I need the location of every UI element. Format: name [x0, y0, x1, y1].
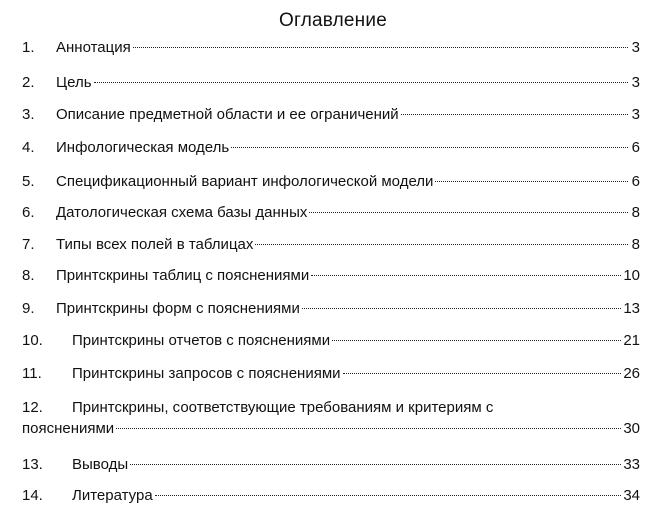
toc-entry-label: Принтскрины, соответствующие требованиям и критериям с [72, 399, 494, 416]
toc-entry-label: Спецификационный вариант инфологической модели [56, 173, 434, 190]
toc-entry-page: 26 [623, 365, 640, 382]
toc-entry-5[interactable] [22, 172, 640, 191]
toc-entry-2[interactable] [22, 73, 640, 92]
toc-entry-page: 21 [623, 332, 640, 349]
dot-leader [116, 428, 621, 429]
toc-entry-label: Описание предметной области и ее ограничений [56, 106, 399, 123]
toc-entry-12[interactable] [22, 398, 640, 438]
toc-entry-page: 3 [631, 39, 640, 56]
dot-leader [155, 495, 622, 496]
dot-leader [332, 340, 621, 341]
toc-entry-number: 10. [22, 332, 43, 349]
dot-leader [302, 308, 621, 309]
toc-entry-10[interactable] [22, 331, 640, 350]
toc-entry-number: 12. [22, 399, 43, 416]
toc-entry-8[interactable] [22, 266, 640, 285]
toc-entry-label: Инфологическая модель [56, 139, 230, 156]
toc-entry-page: 8 [631, 236, 640, 253]
toc-entry-label: Принтскрины запросов с пояснениями [72, 365, 341, 382]
toc-entry-3[interactable] [22, 105, 640, 124]
toc-entry-number: 8. [22, 267, 35, 284]
toc-entry-number: 3. [22, 106, 35, 123]
dot-leader [343, 373, 622, 374]
dot-leader [435, 181, 628, 182]
toc-entry-number: 7. [22, 236, 35, 253]
toc-entry-label: Принтскрины форм с пояснениями [56, 300, 300, 317]
dot-leader [309, 212, 628, 213]
toc-entry-number: 14. [22, 487, 43, 504]
toc-entry-label-continuation: пояснениями [22, 420, 115, 437]
toc-entry-number: 4. [22, 139, 35, 156]
toc-entry-label: Выводы [72, 456, 129, 473]
dot-leader [133, 47, 628, 48]
toc-title: Оглавление [279, 10, 387, 31]
toc-entry-page: 6 [631, 139, 640, 156]
toc-entry-page: 34 [623, 487, 640, 504]
toc-entry-page: 30 [623, 420, 640, 437]
toc-entry-number: 2. [22, 74, 35, 91]
toc-entry-label: Принтскрины таблиц с пояснениями [56, 267, 310, 284]
toc-entry-page: 6 [631, 173, 640, 190]
toc-entry-label: Датологическая схема базы данных [56, 204, 308, 221]
toc-entry-label: Типы всех полей в таблицах [56, 236, 254, 253]
toc-entry-label: Аннотация [56, 39, 131, 56]
toc-entry-7[interactable] [22, 235, 640, 254]
toc-entry-9[interactable] [22, 299, 640, 318]
toc-entry-number: 1. [22, 39, 35, 56]
toc-entry-page: 13 [623, 300, 640, 317]
toc-entry-page: 33 [623, 456, 640, 473]
toc-entry-number: 11. [22, 365, 42, 382]
toc-entry-label: Литература [72, 487, 153, 504]
toc-entry-page: 3 [631, 106, 640, 123]
toc-entry-number: 9. [22, 300, 35, 317]
toc-entry-label: Принтскрины отчетов с пояснениями [72, 332, 331, 349]
dot-leader [94, 82, 628, 83]
dot-leader [311, 275, 621, 276]
dot-leader [401, 114, 628, 115]
toc-entry-label: Цель [56, 74, 92, 91]
toc-entry-number: 6. [22, 204, 35, 221]
toc-entry-page: 8 [631, 204, 640, 221]
toc-entry-1[interactable] [22, 38, 640, 57]
toc-entry-14[interactable] [22, 486, 640, 505]
dot-leader [231, 147, 628, 148]
dot-leader [130, 464, 621, 465]
toc-entry-page: 10 [623, 267, 640, 284]
toc-entry-number: 13. [22, 456, 43, 473]
toc-entry-13[interactable] [22, 455, 640, 474]
toc-entry-6[interactable] [22, 203, 640, 222]
toc-entry-page: 3 [631, 74, 640, 91]
toc-entry-11[interactable] [22, 364, 640, 383]
dot-leader [255, 244, 628, 245]
toc-entry-4[interactable] [22, 138, 640, 157]
toc-entry-number: 5. [22, 173, 35, 190]
